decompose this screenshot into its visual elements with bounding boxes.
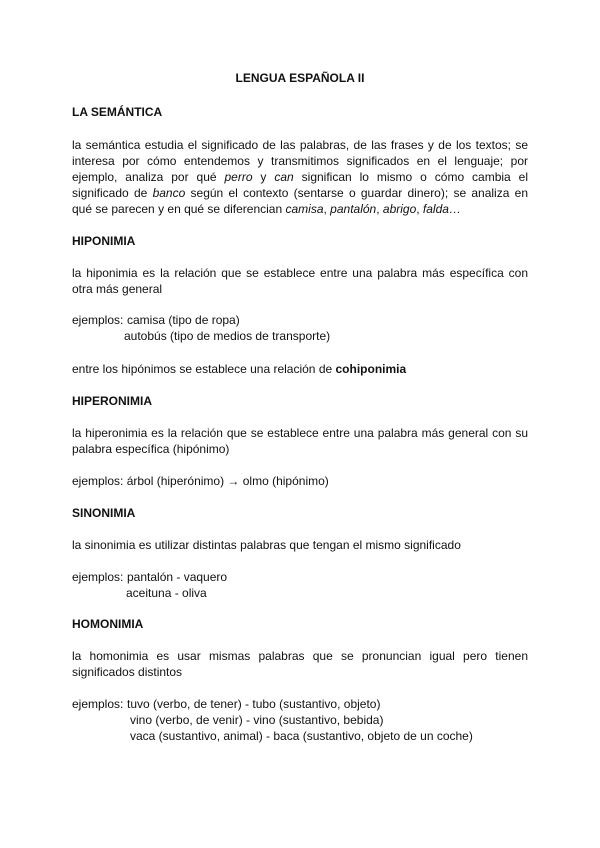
hiperonimia-definition: la hiperonimia es la relación que se establece entre una palabra más general con su palabra específica (hipónimo) — [72, 426, 528, 456]
semantica-word-abrigo: abrigo — [382, 202, 417, 216]
hiponimia-note-term: cohiponimia — [335, 362, 407, 376]
homonimia-definition: la homonimia es usar mismas palabras que se pronuncian igual pero tienen significados distintos — [72, 649, 528, 679]
hiperonimia-example: ejemplos: árbol (hiperónimo) → olmo (hipónimo) — [72, 474, 329, 488]
sinonimia-definition: la sinonimia es utilizar distintas palabras que tengan el mismo significado — [72, 538, 461, 552]
document-title: LENGUA ESPAÑOLA II — [235, 71, 365, 85]
hiponimia-note — [72, 361, 406, 377]
sinonimia-example-1: pantalón - vaquero — [127, 570, 228, 584]
homonimia-example-3: vaca (sustantivo, animal) - baca (sustantivo, objeto de un coche) — [130, 729, 473, 743]
homonimia-example-1: tuvo (verbo, de tener) - tubo (sustantivo, objeto) — [127, 697, 381, 711]
hiponimia-note-text: entre los hipónimos se establece una relación de — [72, 362, 336, 376]
hiponimia-example-1: camisa (tipo de ropa) — [127, 313, 240, 327]
semantica-text-7: , — [416, 202, 423, 216]
homonimia-examples-label: ejemplos: — [72, 697, 124, 711]
semantica-text-6: , — [376, 202, 383, 216]
section-heading-semantica: LA SEMÁNTICA — [72, 105, 163, 119]
sinonimia-example-2: aceituna - oliva — [126, 586, 207, 600]
semantica-word-perro: perro — [224, 170, 253, 184]
hiponimia-examples-label: ejemplos: — [72, 313, 124, 327]
section-heading-hiponimia: HIPONIMIA — [72, 234, 136, 248]
semantica-word-banco: banco — [152, 186, 186, 200]
semantica-text-3: significan lo mismo o cómo cambia el significado de — [72, 170, 529, 200]
hiponimia-definition: la hiponimia es la relación que se establece entre una palabra más específica con otra más general — [72, 266, 528, 296]
section-heading-hiperonimia: HIPERONIMIA — [72, 394, 153, 408]
semantica-word-can: can — [274, 170, 294, 184]
section-heading-homonimia: HOMONIMIA — [72, 617, 144, 631]
semantica-word-pantalon: pantalón — [330, 202, 377, 216]
semantica-paragraph — [72, 137, 528, 217]
homonimia-example-2: vino (verbo, de venir) - vino (sustantivo, bebida) — [130, 713, 384, 727]
section-heading-sinonimia: SINONIMIA — [72, 506, 136, 520]
semantica-text-4: según el contexto (sentarse o guardar dinero); se analiza en qué se parecen y en qué se diferencian — [72, 186, 529, 216]
semantica-text-1: la semántica estudia el significado de las palabras, de las frases y de los textos; se interesa por cómo entendemos y transmitimos significados en el lenguaje; por ejemplo, analiza por qué — [72, 138, 528, 184]
semantica-word-camisa: camisa — [285, 202, 324, 216]
semantica-text-2: y — [252, 170, 275, 184]
sinonimia-examples-label: ejemplos: — [72, 570, 124, 584]
hiponimia-example-2: autobús (tipo de medios de transporte) — [124, 329, 331, 343]
semantica-word-falda: falda… — [422, 202, 461, 216]
semantica-text-5: , — [323, 202, 331, 216]
